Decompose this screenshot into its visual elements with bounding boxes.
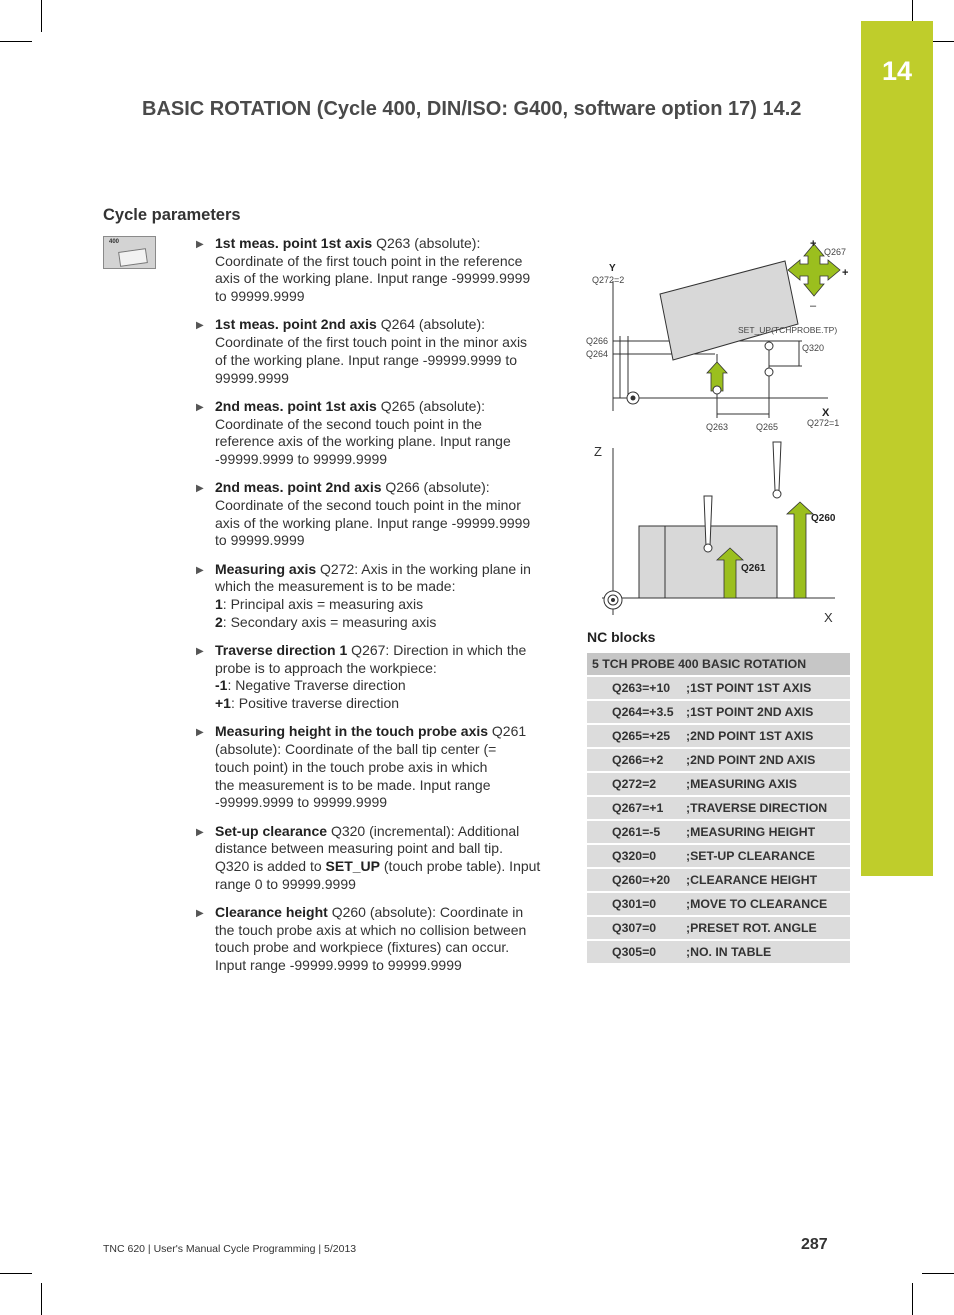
param-item-q272: ▶ Measuring axis Q272: Axis in the working plane in which the measurement is to be made: 1: Principal axis = measuring axis 2: Secondary axis = measuring axis: [196, 560, 531, 630]
probe-stylus-upper: [773, 442, 781, 493]
working-plane-diagram: [580, 236, 855, 436]
bullet-arrow-icon: ▶: [196, 727, 204, 739]
touch-point-1: [713, 386, 721, 394]
setup-label: SET_UP(TCHPROBE.TP): [738, 325, 838, 335]
bullet-arrow-icon: ▶: [196, 483, 204, 495]
bullet-arrow-icon: ▶: [196, 239, 204, 250]
param-name: Measuring axis: [215, 560, 317, 577]
bullet-arrow-icon: ▶: [196, 826, 204, 838]
datum-symbol-center: [611, 598, 615, 602]
crop-mark: [912, 1283, 913, 1315]
table-row: Q320=0 ;SET-UP CLEARANCE: [587, 844, 850, 868]
table-row: Q263=+10 ;1ST POINT 1ST AXIS: [587, 676, 850, 700]
param-name: 1st meas. point 2nd axis: [215, 316, 377, 333]
param-name: Traverse direction 1: [215, 642, 348, 659]
param-item-q320: ▶ Set-up clearance Q320 (incremental): Additional distance between measuring point and ball tip. Q320 is added to SET_UP (touch probe table). Input range 0 to 99999.9999: [196, 822, 541, 892]
param-item-q261: ▶ Measuring height in the touch probe axis Q261 (absolute): Coordinate of the ball tip center (= touch point) in the touch probe axis in which the measurement is to be made. Input range -99999.9999 to 99999.9999: [196, 723, 527, 811]
plus-label: +: [810, 238, 817, 250]
touch-point-2-lower: [765, 368, 773, 376]
param-item-q264: ▶ 1st meas. point 2nd axis Q264 (absolute): Coordinate of the first touch point in the minor axis of the working plane. Input range -99999.9999 to 99999.9999: [196, 316, 528, 386]
minus-label: –: [810, 300, 817, 312]
x-axis-label: X: [822, 407, 830, 419]
z-axis-label: Z: [594, 444, 602, 459]
nc-blocks-title: NC blocks: [587, 629, 656, 645]
page-header-title: BASIC ROTATION (Cycle 400, DIN/ISO: G400, software option 17) 14.2: [142, 98, 802, 120]
param-item-q267: ▶ Traverse direction 1 Q267: Direction in which the probe is to approach the workpiece: -1: Negative Traverse direction +1: Positive traverse direction: [196, 642, 527, 712]
bullet-arrow-icon: ▶: [196, 646, 204, 658]
crop-mark: [922, 1273, 954, 1274]
page-number: 287: [801, 1236, 828, 1253]
q272-2-label: Q272=2: [592, 275, 625, 285]
q263-label: Q263: [706, 422, 729, 432]
table-row: Q305=0 ;NO. IN TABLE: [587, 940, 850, 964]
cycle-400-icon: [103, 236, 156, 269]
crop-mark: [0, 1273, 32, 1274]
q260-label: Q260: [811, 513, 836, 524]
param-name: 1st meas. point 1st axis: [215, 235, 373, 251]
crop-mark: [41, 0, 42, 32]
chapter-number: 14: [881, 56, 913, 86]
footer-text: TNC 620 | User's Manual Cycle Programming | 5/2013: [103, 1243, 357, 1255]
table-row: Q272=2 ;MEASURING AXIS: [587, 772, 850, 796]
param-name: 2nd meas. point 1st axis: [215, 397, 377, 414]
table-row: Q265=+25 ;2ND POINT 1ST AXIS: [587, 724, 850, 748]
param-name: Clearance height: [215, 903, 328, 920]
q265-label: Q265: [756, 422, 779, 432]
crop-mark: [0, 41, 32, 42]
chapter-tab: [861, 21, 933, 876]
probe-ball-lower: [704, 544, 712, 552]
table-row: Q261=-5 ;MEASURING HEIGHT: [587, 820, 850, 844]
parameter-list: [196, 235, 554, 985]
table-row: Q307=0 ;PRESET ROT. ANGLE: [587, 916, 850, 940]
bullet-arrow-icon: ▶: [196, 320, 204, 332]
probe-ball-upper: [773, 490, 781, 498]
param-item-q260: ▶ Clearance height Q260 (absolute): Coordinate in the touch probe axis at which no collision between touch probe and workpiece (fixtures) can occur. Input range -99999.9999 to 99999.9999: [196, 903, 527, 974]
q264-label: Q264: [586, 349, 609, 359]
cycle-icon-label: 400: [109, 239, 120, 245]
q266-label: Q266: [586, 336, 609, 346]
table-row: Q301=0 ;MOVE TO CLEARANCE: [587, 892, 850, 916]
rotated-workpiece: [660, 261, 798, 360]
table-row: Q264=+3.5 ;1ST POINT 2ND AXIS: [587, 700, 850, 724]
table-row: Q266=+2 ;2ND POINT 2ND AXIS: [587, 748, 850, 772]
bullet-arrow-icon: ▶: [196, 401, 204, 413]
probe-height-diagram: [580, 440, 855, 626]
param-item-q266: ▶ 2nd meas. point 2nd axis Q266 (absolute): Coordinate of the second touch point in the minor axis of the working plane. Input range -99999.9999 to 99999.9999: [196, 479, 531, 549]
q272-1-label: Q272=1: [807, 418, 840, 428]
section-title: Cycle parameters: [103, 206, 241, 224]
rotated-workpiece-icon: [118, 248, 148, 267]
plus-label: +: [842, 267, 849, 279]
table-row: Q267=+1 ;TRAVERSE DIRECTION: [587, 796, 850, 820]
y-axis-label: Y: [609, 263, 616, 274]
q261-label: Q261: [741, 563, 766, 574]
x-axis-label: X: [824, 610, 833, 625]
bullet-arrow-icon: ▶: [196, 564, 204, 576]
nc-blocks-table: [587, 653, 850, 965]
param-name: Measuring height in the touch probe axis: [215, 723, 489, 740]
q260-height-arrow: [787, 502, 813, 598]
q267-label: Q267: [824, 247, 847, 257]
param-item-q263: ▶ 1st meas. point 1st axis Q263 (absolute): Coordinate of the first touch point in the reference axis of the working plane. Input range -99999.9999 to 99999.9999: [196, 235, 531, 305]
bullet-arrow-icon: ▶: [196, 907, 204, 919]
param-name: Set-up clearance: [215, 822, 328, 839]
table-row: [587, 653, 850, 676]
param-item-q265: ▶ 2nd meas. point 1st axis Q265 (absolute): Coordinate of the second touch point in the reference axis of the working plane. Input range -99999.9999 to 99999.9999: [196, 397, 511, 467]
param-name: 2nd meas. point 2nd axis: [215, 479, 382, 496]
touch-point-2: [765, 342, 773, 350]
table-row: Q260=+20 ;CLEARANCE HEIGHT: [587, 868, 850, 892]
crop-mark: [41, 1283, 42, 1315]
nc-head: 5 TCH PROBE 400 BASIC ROTATION: [587, 653, 850, 676]
datum-symbol-center: [631, 396, 636, 401]
q320-label: Q320: [802, 343, 825, 353]
